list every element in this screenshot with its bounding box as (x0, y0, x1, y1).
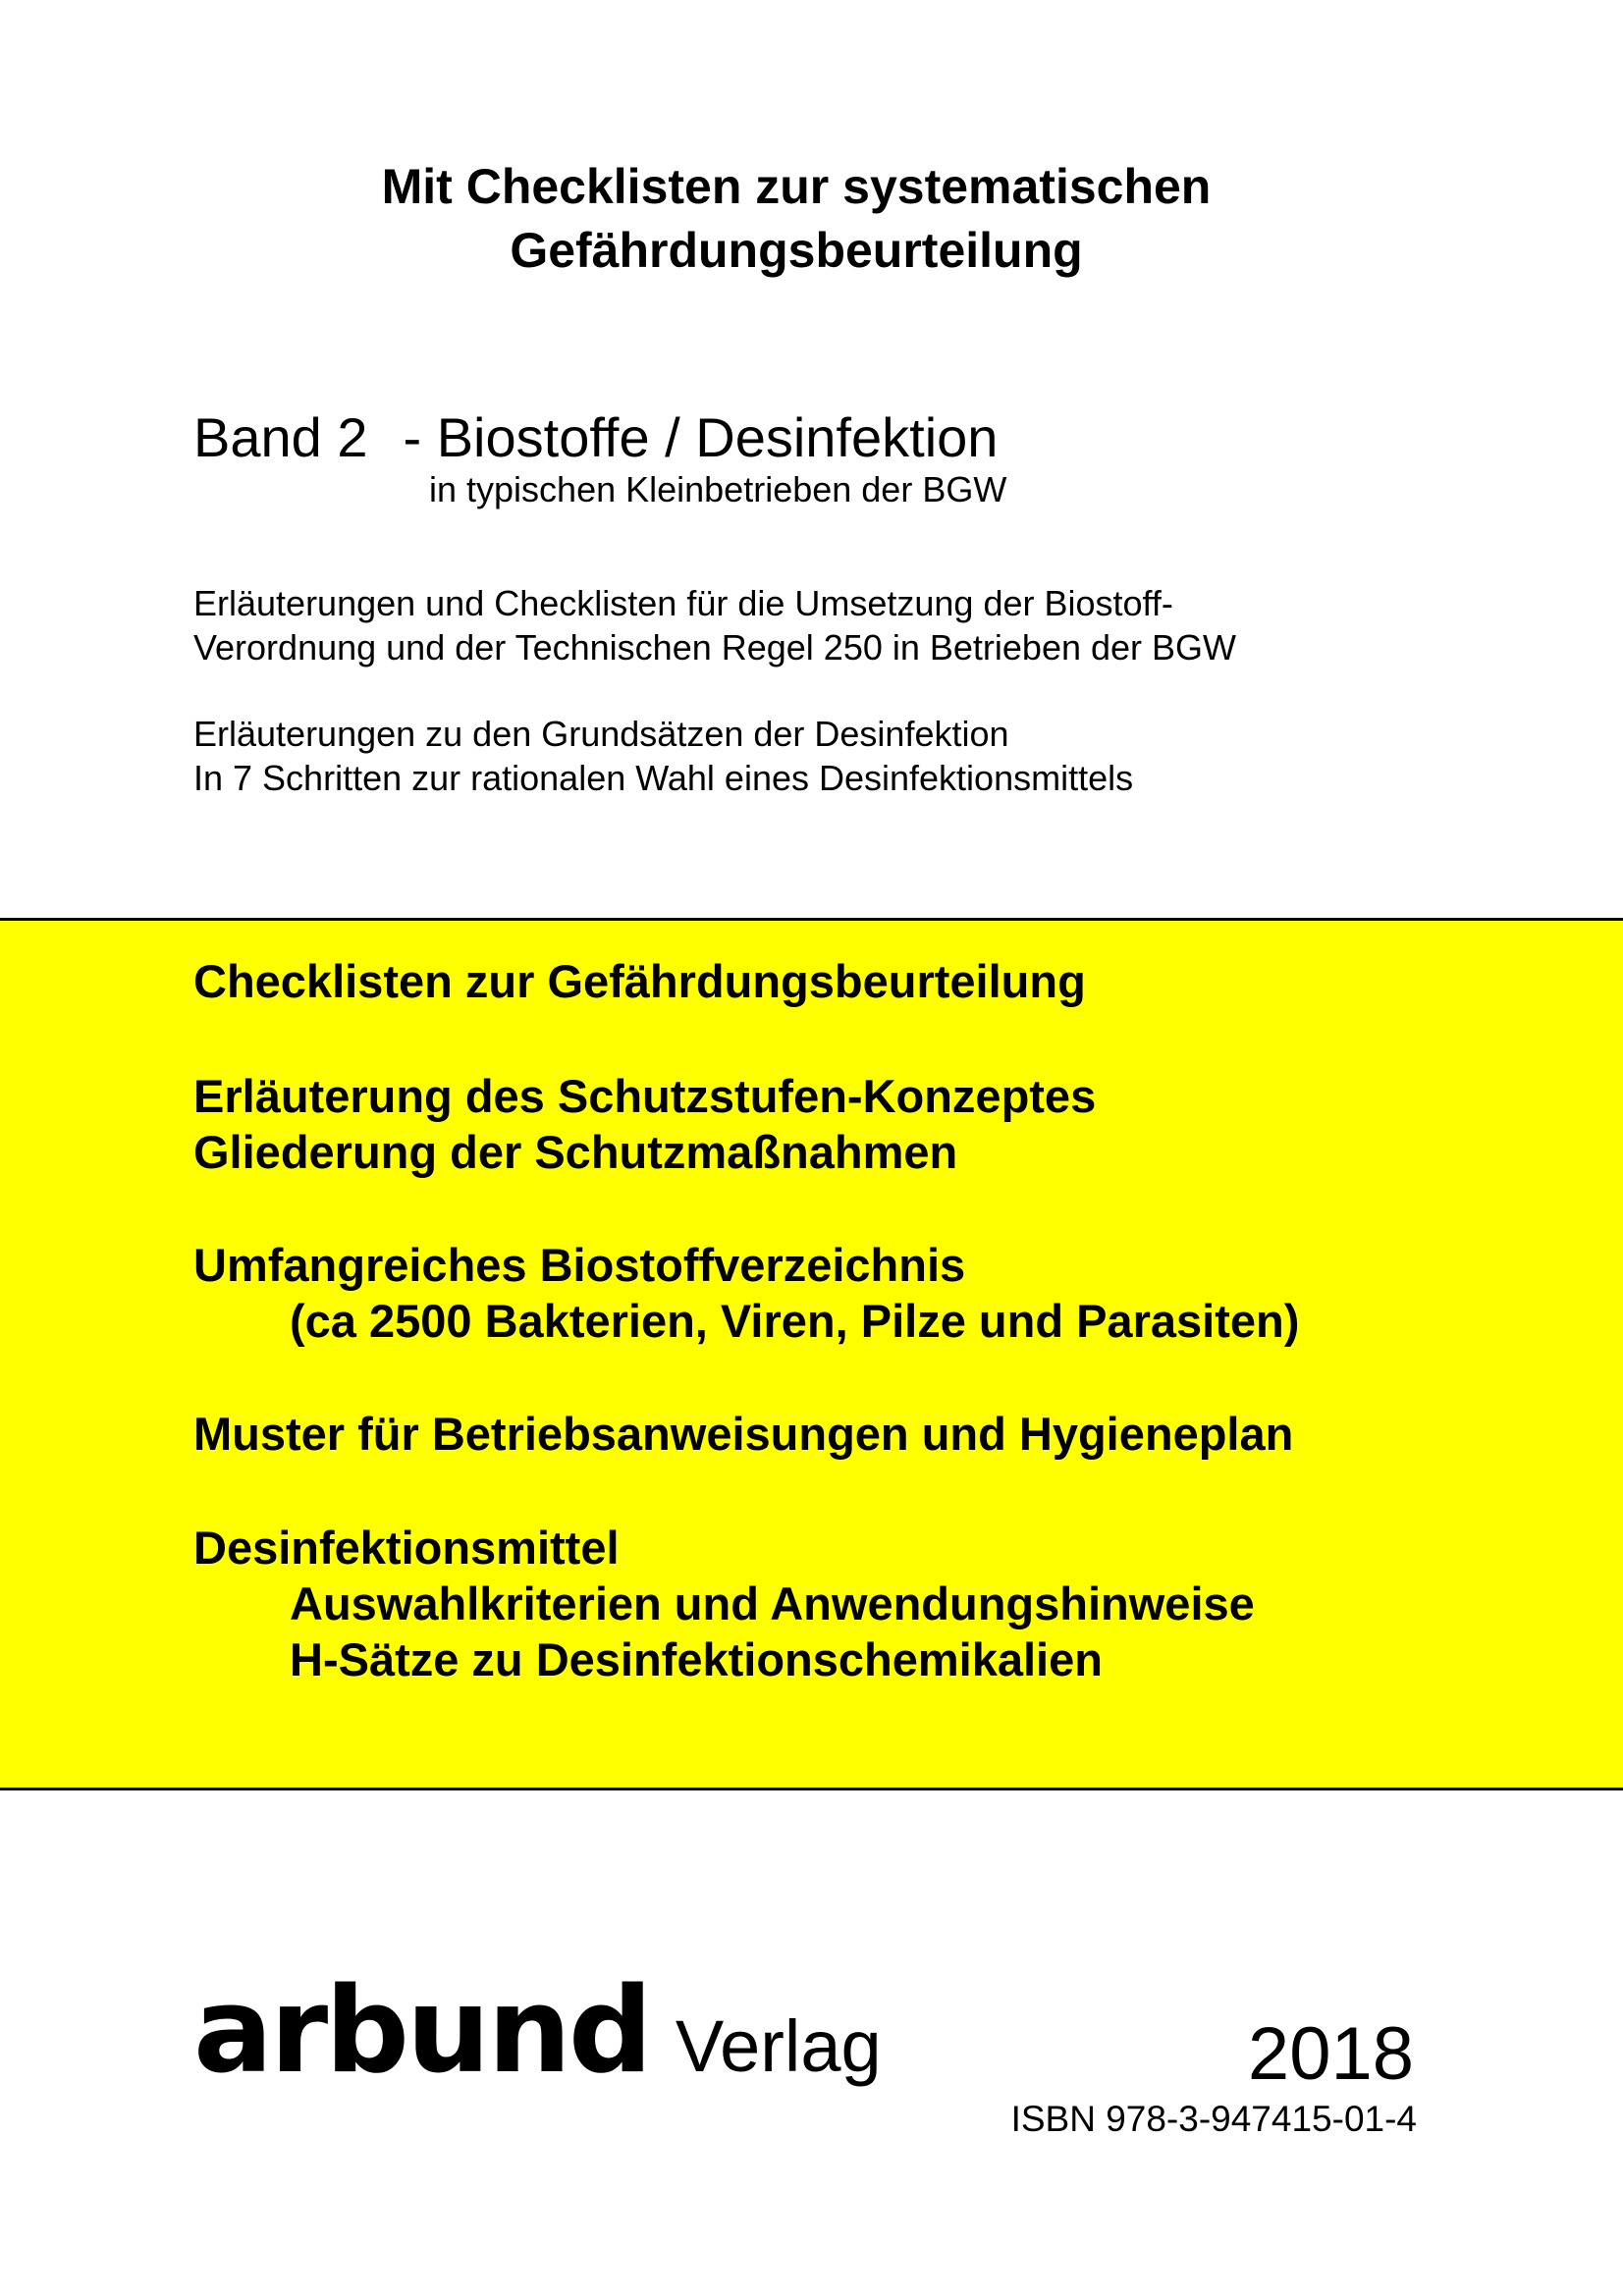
feature-subline: H-Sätze zu Desinfektionschemikalien (290, 1633, 1103, 1685)
feature-subline: (ca 2500 Bakterien, Viren, Pilze und Parasiten) (290, 1295, 1300, 1347)
feature-muster (193, 1406, 1293, 1462)
description-line: In 7 Schritten zur rationalen Wahl eines Desinfektionsmittels (193, 758, 1134, 798)
title-line-1: Mit Checklisten zur systematischen (381, 159, 1212, 214)
description-line: Erläuterungen zu den Grundsätzen der Desinfektion (193, 714, 1009, 754)
publisher-suffix: Verlag (675, 2005, 882, 2087)
isbn: ISBN 978-3-947415-01-4 (1010, 2099, 1417, 2139)
feature-heading: Checklisten zur Gefährdungsbeurteilung (193, 955, 1086, 1007)
feature-heading: Muster für Betriebsanweisungen und Hygieneplan (193, 1408, 1294, 1460)
publication-year: 2018 (1247, 2012, 1414, 2096)
feature-schutzstufen (193, 1068, 1096, 1180)
book-title (0, 155, 1593, 283)
feature-heading: Erläuterung des Schutzstufen-Konzeptes (193, 1070, 1097, 1122)
publisher-brand: arbund (193, 1963, 650, 2100)
description-biostoff (193, 581, 1236, 669)
feature-heading: Desinfektionsmittel (193, 1522, 620, 1574)
feature-checklisten (193, 953, 1086, 1009)
band-subject: - Biostoffe / Desinfektion (403, 406, 999, 468)
feature-subline: Auswahlkriterien und Anwendungshinweise (290, 1577, 1255, 1629)
description-line: Erläuterungen und Checklisten für die Umsetzung der Biostoff- (193, 583, 1173, 623)
band-number: Band 2 (193, 406, 368, 468)
feature-desinfektionsmittel (193, 1520, 1255, 1687)
features-highlight-box (0, 918, 1623, 1790)
feature-biostoffverzeichnis (193, 1237, 1299, 1349)
feature-heading: Umfangreiches Biostoffverzeichnis (193, 1239, 966, 1291)
publisher-logo (193, 1963, 882, 2110)
description-desinfektion (193, 712, 1133, 800)
band-heading (193, 405, 998, 470)
feature-heading: Gliederung der Schutzmaßnahmen (193, 1126, 958, 1178)
description-line: Verordnung und der Technischen Regel 250 in Betrieben der BGW (193, 627, 1237, 667)
title-line-2: Gefährdungsbeurteilung (510, 223, 1083, 278)
band-subtitle: in typischen Kleinbetrieben der BGW (429, 469, 1007, 509)
